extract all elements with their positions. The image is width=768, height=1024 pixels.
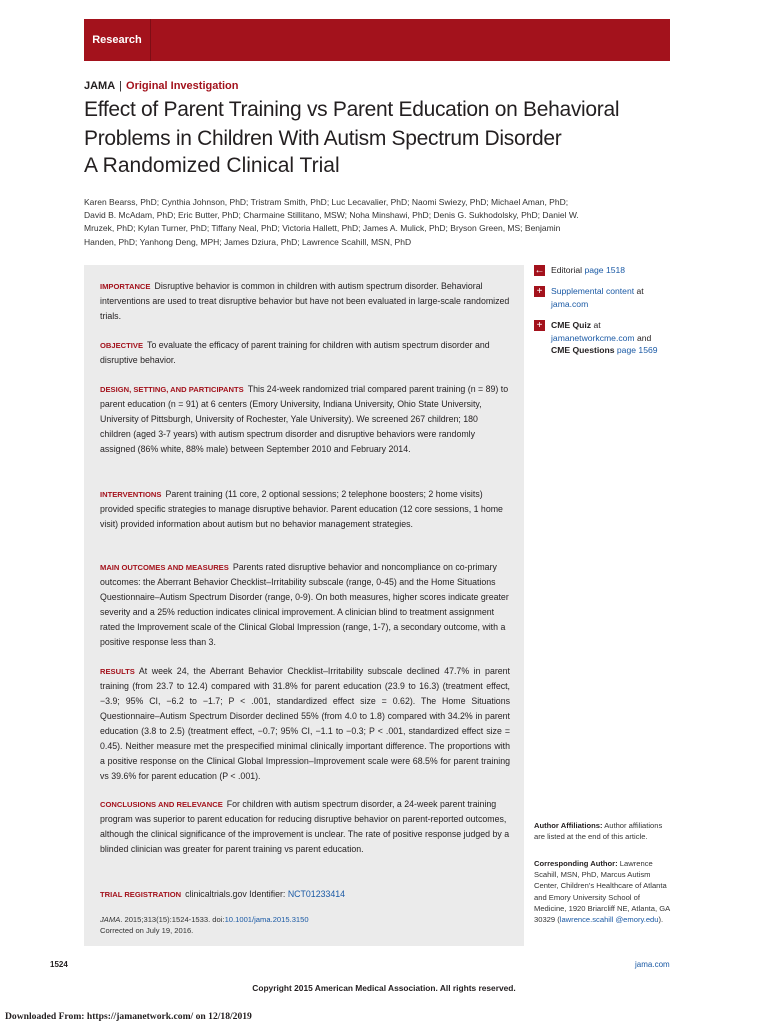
citation-ref: . 2015;313(15):1524-1533. doi: [120,915,225,924]
registration-text: clinicaltrials.gov Identifier: [185,889,286,899]
journal-separator: | [119,80,123,92]
abstract-objective [100,338,510,368]
sidebar-cme[interactable] [534,319,684,357]
citation-journal: JAMA [100,915,121,924]
design-text: This 24-week randomized trial compared parent training (n = 89) to parent education (n = 91) at 6 centers (Emory University, Indiana University, Ohio State University, University of Pittsburgh, University of Rochester, Yale University). We screened 267 children; 180 children (aged 3-7 years) with autism spectrum disorder and disruptive behaviors were randomly assigned (86% white, 88% male) between September 2010 and February 2014. [100,384,509,454]
cme-and: and [636,332,652,343]
supplemental-site-link[interactable]: jama.com [551,298,589,309]
outcomes-text: Parents rated disruptive behavior and noncompliance on co-primary outcomes: the Aberrant Behavior Checklist–Irritability subscale (range, 0-45) and the Home Situations Questionnaire–Autism Spectrum Disorder (range, 0-9). On both measures, higher scores indicate greater severity and a 25% reduction indicates clinical improvement. A clinician blind to treatment assignment rated the Improvement scale of the Clinical Global Impression (range, 1-7), a secondary outcome, with a positive response less than 3. [100,562,509,647]
author-aff-label: Author Affiliations: [534,821,603,830]
editorial-label: Editorial [551,265,583,275]
supplemental-at: at [636,286,644,296]
article-type: Original Investigation [126,80,239,92]
abstract-registration [100,887,510,902]
corr-label: Corresponding Author: [534,859,618,868]
outcomes-heading: MAIN OUTCOMES AND MEASURES [100,563,229,572]
abstract-interventions [100,487,510,532]
corr-text: Lawrence Scahill, MSN, PhD, Marcus Autism Center, Children's Healthcare of Atlanta and Emory University School of Medicine, 1920 Briarcliff NE, Atlanta, GA 30329 ( [534,859,670,925]
editorial-page-link[interactable]: page 1518 [584,265,626,275]
sidebar-editorial[interactable] [534,264,684,277]
cme-label: CME Quiz [551,320,592,330]
abstract-design [100,382,510,457]
citation [100,914,510,936]
author-affiliations [534,820,674,842]
download-stamp: Downloaded From: https://jamanetwork.com/ on 12/18/2019 [5,1011,252,1022]
journal-name: JAMA [84,80,116,92]
objective-heading: OBJECTIVE [100,341,144,350]
cme-page-link[interactable]: page 1569 [616,345,658,355]
results-heading: RESULTS [100,667,135,676]
corr-close: ). [658,915,664,925]
trial-id-link[interactable]: NCT01233414 [287,889,346,899]
author-aff-text: Author affiliations are listed at the end of this article. [534,821,663,842]
sidebar-supplemental[interactable] [534,285,684,310]
abstract-conclusions [100,797,510,857]
article-title: Effect of Parent Training vs Parent Education on Behavioral Problems in Children With Autism Spectrum Disorder [84,98,620,150]
abstract-importance [100,279,510,324]
section-banner [84,19,670,61]
interventions-heading: INTERVENTIONS [100,490,162,499]
section-label: Research [84,19,151,61]
importance-text: Disruptive behavior is common in children with autism spectrum disorder. Behavioral interventions are used to treat disruptive behavior but have not been evaluated in large-scale randomized trials. [100,281,510,321]
abstract-box [84,265,524,946]
copyright-notice: Copyright 2015 American Medical Association. All rights reserved. [252,983,516,993]
abstract-outcomes [100,560,510,650]
cme-site-link[interactable]: jamanetworkcme.com [551,332,635,343]
cme-questions-label: CME Questions [551,345,615,355]
page-number: 1524 [50,960,68,969]
article-subtitle: A Randomized Clinical Trial [84,154,340,177]
registration-heading: TRIAL REGISTRATION [100,890,182,899]
cme-at: at [593,320,601,330]
correction-note: Corrected on July 19, 2016. [100,926,194,935]
conclusions-text: For children with autism spectrum disorder, a 24-week parent training program was superior to parent education for reducing disruptive behavior on parent-reported outcomes, although the clinical significance of the improvement is unclear. The rate of positive response judged by a blinded clinician was greater for parent training vs parent education. [100,799,510,854]
corr-email-link[interactable]: lawrence.scahill @emory.edu [559,915,659,925]
author-list: Karen Bearss, PhD; Cynthia Johnson, PhD; Tristram Smith, PhD; Luc Lecavalier, PhD; Naomi Swiezy, PhD; Michael Aman, PhD; David B. McAdam, PhD; Eric Butter, PhD; Charmaine Stillitano, MSW; Noha Minshawi, PhD; Denis G. Sukhodolsky, PhD; Daniel W. Mruzek, PhD; Kylan Turner, PhD; Tiffany Neal, PhD; Victoria Hallett, PhD; James A. Mulick, PhD; Bryson Green, MS; Benjamin Handen, PhD; Yanhong Deng, MPH; James Dziura, PhD; Lawrence Scahill, MSN, PhD [84,197,579,247]
doi-link[interactable]: 10.1001/jama.2015.3150 [224,915,309,924]
plus-icon: + [534,320,545,331]
conclusions-heading: CONCLUSIONS AND RELEVANCE [100,800,223,809]
interventions-text: Parent training (11 core, 2 optional sessions; 2 telephone boosters; 2 home visits) provided specific strategies to manage disruptive behavior. Parent education (12 core sessions, 1 home visit) provided information about autism but no behavior management strategies. [100,489,503,529]
importance-heading: IMPORTANCE [100,282,151,291]
arrow-left-icon: ← [534,265,545,276]
objective-text: To evaluate the efficacy of parent training for children with autism spectrum disorder and disruptive behavior. [100,340,490,365]
jama-site-link[interactable]: jama.com [635,960,670,969]
results-text: At week 24, the Aberrant Behavior Checklist–Irritability subscale declined 47.7% in parent training (from 23.7 to 12.4) compared with 31.8% for parent education (23.9 to 16.3) (treatment effect, −3.9; 95% CI, −6.2 to −1.7; P < .001, standardized effect size = 0.62). The Home Situations Questionnaire–Autism Spectrum Disorder declined 55% (from 4.0 to 1.8) compared with 34.2% in parent education (3.8 to 2.5) (treatment effect, −0.7; 95% CI, −1.1 to −0.3; P < .001, standardized effect size = 0.45). Neither measure met the prespecified minimal clinically important difference. The proportions with a positive response on the Clinical Global Impression–Improvement scale were 68.5% for parent training vs 39.6% for parent education (P < .001). [100,666,510,781]
supplemental-link[interactable]: Supplemental content [551,286,635,296]
design-heading: DESIGN, SETTING, AND PARTICIPANTS [100,385,244,394]
journal-line [84,80,239,92]
corresponding-author [534,858,674,925]
abstract-results [100,664,510,784]
plus-icon: + [534,286,545,297]
